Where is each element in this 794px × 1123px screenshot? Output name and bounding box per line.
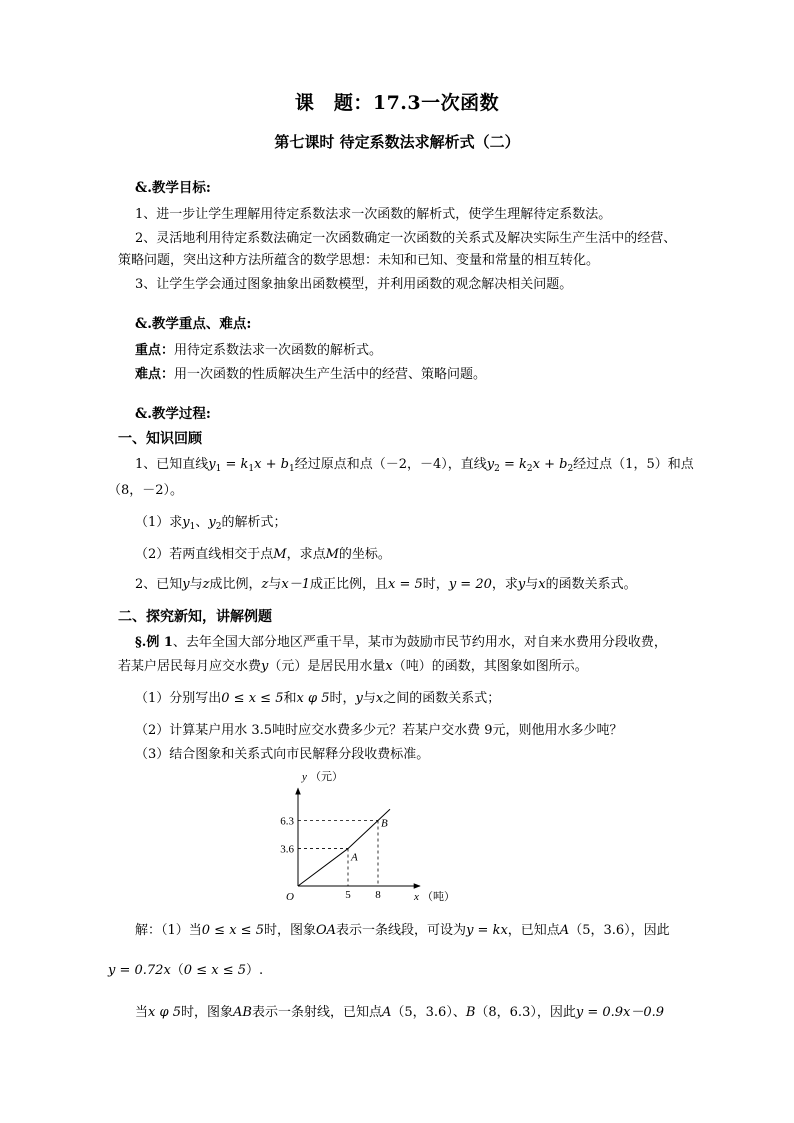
example-label: §.例 1 — [135, 635, 173, 650]
q2-z2: z — [261, 577, 269, 592]
q1-text-a: 1、已知直线 — [135, 457, 209, 472]
q2-y20: y = 20 — [448, 577, 492, 592]
q2-x5: x = 5 — [388, 577, 423, 592]
example-1-line-1 — [135, 634, 667, 652]
sol1-a: A — [559, 923, 570, 938]
q1-y1-sub: 1 — [215, 464, 222, 474]
sol1-ykx: y = kx — [466, 923, 508, 938]
q1-k2-sub: 2 — [526, 464, 533, 474]
sol1-text-c: 表示一条线段，可设为 — [336, 923, 467, 938]
example-text-1: 、去年全国大部分地区严重干旱，某市为鼓励市民节约用水，对自来水费用分段收费， — [172, 635, 667, 650]
x-axis-var: x — [414, 891, 419, 903]
eq1-x: x — [375, 691, 384, 706]
key-label: 重点： — [135, 343, 175, 358]
part1-heading: 一、知识回顾 — [118, 431, 202, 447]
solution-line-2 — [108, 962, 263, 980]
point-label-a: A — [351, 851, 358, 864]
sol1-text-b: 时，图象 — [263, 923, 316, 938]
eq1-text-a: （1）分别写出 — [135, 691, 222, 706]
hard-label: 难点： — [135, 367, 175, 382]
page-title: 课 题：17.3一次函数 — [294, 92, 500, 114]
q2-y2: y — [517, 577, 526, 592]
key-point-line — [135, 342, 382, 360]
example-question-3: （3）结合图象和关系式向市民解释分段收费标准。 — [135, 747, 430, 762]
eq1-text-c: 时， — [329, 691, 356, 706]
question-2-line — [135, 576, 637, 594]
q2-y: y — [182, 577, 190, 592]
q2-text-a: 2、已知 — [135, 577, 183, 592]
q2-text-h: 与 — [525, 577, 539, 592]
q2-text-g: ，求 — [491, 577, 518, 592]
q1-2-m2: M — [325, 547, 339, 562]
eq1-text-e: 之间的函数关系式； — [383, 691, 501, 706]
q1-text-c: 经过点（1，5）和点 — [573, 457, 694, 472]
example-text-2c: （吨）的函数，其图象如图所示。 — [392, 659, 588, 674]
q2-text-b: 与 — [189, 577, 203, 592]
keypoints-heading: &.教学重点、难点: — [135, 316, 252, 332]
q1-k1-sub: 1 — [248, 464, 255, 474]
sol3-ab: AB — [233, 1005, 252, 1020]
process-heading: &.教学过程: — [135, 406, 211, 422]
eq1-y: y — [355, 691, 363, 706]
q1-1-y2-sub: 2 — [215, 522, 222, 532]
sol1-text-a: 解：（1）当 — [135, 923, 202, 938]
q1-b1-sub: 1 — [288, 464, 295, 474]
q2-text-i: 的函数关系式。 — [545, 577, 637, 592]
key-text: 用待定系数法求一次函数的解析式。 — [174, 343, 383, 358]
q1-2-text-a: （2）若两直线相交于点 — [135, 547, 274, 562]
sol3-expr: y = 0.9x－0.9 — [575, 1005, 665, 1020]
q2-text-c: 成比例， — [209, 577, 262, 592]
x-tick-0: 5 — [345, 889, 351, 901]
example-text-2b: （元）是居民用水量 — [268, 659, 386, 674]
q1-b2-sub: 2 — [567, 464, 574, 474]
example-x: x — [385, 659, 393, 674]
eq1-range: 0 ≤ x ≤ 5 — [221, 691, 284, 706]
q1-xb1: x + b — [254, 457, 289, 472]
q2-text-d: 与 — [268, 577, 282, 592]
sol1-text-d: ，已知点 — [507, 923, 560, 938]
sol2-text-b: （ — [170, 963, 184, 978]
q2-z: z — [202, 577, 210, 592]
eq1-text-b: 和 — [283, 691, 297, 706]
goal-line-3: 策略问题，突出这种方法所蕴含的数学思想：未知和已知、变量和常量的相互转化。 — [118, 253, 600, 268]
question-1-part-1 — [135, 514, 287, 536]
y-axis-unit: （元） — [310, 771, 343, 783]
q1-1-text-a: （1）求 — [135, 515, 183, 530]
y-tick-1: 6.3 — [280, 815, 294, 828]
q1-y1: y — [208, 457, 216, 472]
q1-2-text-b: ，求点 — [286, 547, 326, 562]
q1-eq1: = k — [221, 457, 249, 472]
q1-1-text-b: 的解析式； — [221, 515, 287, 530]
x-tick-1: 8 — [375, 889, 381, 901]
y-tick-0: 3.6 — [280, 843, 294, 856]
example-1-line-2 — [118, 658, 588, 676]
sol2-text-d: ）. — [246, 963, 264, 978]
q1-text-b: 经过原点和点（－2，－4），直线 — [294, 457, 487, 472]
hard-point-line — [135, 366, 486, 384]
sol3-b: B — [465, 1005, 476, 1020]
part2-heading: 二、探究新知，讲解例题 — [118, 609, 272, 625]
q2-xm1: x－1 — [281, 577, 311, 592]
sol3-a: A — [381, 1005, 392, 1020]
sol3-text-d: （5，3.6）、 — [391, 1005, 466, 1020]
q1-y2: y — [486, 457, 495, 472]
goal-line-4: 3、让学生学会通过图象抽象出函数模型，并利用函数的观念解决相关问题。 — [135, 277, 573, 292]
origin-label: O — [286, 891, 294, 903]
hard-text: 用一次函数的性质解决生产生活中的经营、策略问题。 — [174, 367, 487, 382]
q1-2-m1: M — [273, 547, 287, 562]
example-y: y — [261, 659, 269, 674]
sol3-xgt5: x φ 5 — [148, 1005, 181, 1020]
sol2-range: 0 ≤ x ≤ 5 — [183, 963, 246, 978]
q1-1-y2: y — [208, 515, 216, 530]
goal-line-1: 1、进一步让学生理解用待定系数法求一次函数的解析式，使学生理解待定系数法。 — [135, 207, 612, 222]
point-label-b: B — [381, 817, 388, 830]
question-1-part-2 — [135, 546, 391, 564]
example-question-1 — [135, 690, 500, 708]
example-text-2a: 若某户居民每月应交水费 — [118, 659, 262, 674]
q1-xb2: x + b — [532, 457, 568, 472]
q2-x: x — [538, 577, 546, 592]
solution-line-1 — [135, 922, 670, 940]
sol1-range: 0 ≤ x ≤ 5 — [201, 923, 264, 938]
q1-eq2: = k — [499, 457, 527, 472]
eq1-text-d: 与 — [362, 691, 376, 706]
example-question-2: （2）计算某户用水 3.5吨时应交水费多少元？若某户交水费 9元，则他用水多少吨？ — [135, 723, 623, 738]
x-axis-unit: （吨） — [422, 891, 455, 903]
sol3-text-a: 当 — [135, 1005, 149, 1020]
q2-text-e: 成正比例，且 — [310, 577, 389, 592]
question-1-line — [135, 456, 694, 478]
eq1-xgt5: x φ 5 — [296, 691, 330, 706]
sol3-text-c: 表示一条射线，已知点 — [251, 1005, 382, 1020]
sol1-text-e: （5，3.6），因此 — [569, 923, 670, 938]
q1-y2-sub: 2 — [494, 464, 500, 474]
q1-1-sep: 、 — [195, 515, 209, 530]
y-axis-var: y — [302, 771, 307, 783]
question-1-line-2: （8，－2）。 — [108, 483, 184, 498]
sol3-text-e: （8，6.3），因此 — [475, 1005, 576, 1020]
q1-1-y1: y — [182, 515, 190, 530]
q2-text-f: 时， — [422, 577, 449, 592]
sol3-text-b: 时，图象 — [181, 1005, 234, 1020]
sol2-expr: y = 0.72x — [108, 963, 171, 978]
sol1-oa: OA — [316, 923, 337, 938]
solution-line-3 — [135, 1004, 664, 1022]
q1-1-y1-sub: 1 — [189, 522, 196, 532]
q1-2-text-c: 的坐标。 — [338, 547, 391, 562]
water-fee-chart — [270, 768, 490, 910]
goals-heading: &.教学目标: — [135, 180, 211, 196]
goal-line-2: 2、灵活地利用待定系数法确定一次函数确定一次函数的关系式及解决实际生产生活中的经营、 — [135, 231, 677, 246]
page-subtitle: 第七课时 待定系数法求解析式（二） — [274, 133, 520, 151]
